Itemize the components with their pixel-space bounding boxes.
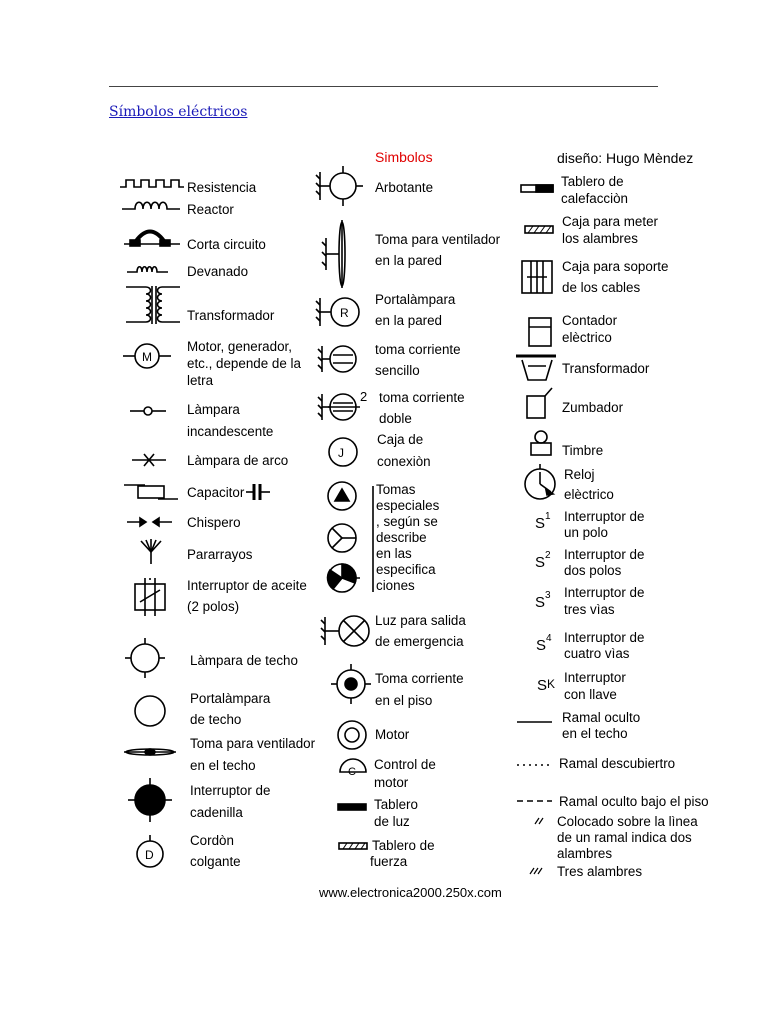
motor-symbol: [338, 721, 366, 749]
page-title-link[interactable]: Símbolos eléctricos: [109, 104, 248, 120]
label-toma-sencillo-2: sencillo: [375, 363, 420, 378]
electric-clock-symbol: [525, 464, 555, 499]
label-portalampara-1: Portalàmpara: [190, 691, 271, 706]
lightning-arrester-symbol: [141, 539, 161, 564]
emergency-light-symbol: [321, 616, 369, 646]
svg-text:S: S: [537, 677, 548, 694]
svg-text:J: J: [338, 446, 344, 460]
label-control-motor-1: Control de: [374, 757, 436, 772]
label-tablero-calefaccion-1: Tablero de: [561, 174, 624, 189]
svg-text:K: K: [547, 677, 556, 691]
label-portalampara-2: de techo: [190, 712, 242, 727]
svg-text:1: 1: [545, 511, 551, 522]
label-dos-alambres-1: Colocado sobre la lìnea: [557, 814, 698, 829]
label-tomas-especiales-6: especifica: [376, 562, 436, 577]
chain-switch-symbol: [128, 778, 172, 822]
buzzer-symbol: [527, 388, 552, 418]
designer-credit: diseño: Hugo Mèndez: [557, 150, 694, 166]
three-wires-symbol: [530, 868, 542, 874]
cable-support-box-symbol: [522, 261, 552, 293]
spark-gap-symbol: [127, 518, 172, 526]
single-outlet-symbol: [318, 346, 356, 372]
label-reloj-1: Reloj: [564, 467, 595, 482]
label-transformador-2: Transformador: [562, 361, 650, 376]
svg-text:D: D: [145, 848, 154, 862]
label-dos-polos-2: dos polos: [564, 563, 622, 578]
label-un-polo-1: Interruptor de: [564, 509, 645, 524]
diagram-header: Simbolos: [375, 149, 433, 165]
label-tomas-especiales-3: , según se: [376, 514, 438, 529]
label-tres-vias-2: tres vìas: [564, 602, 615, 617]
label-cuatro-vias-1: Interruptor de: [564, 630, 645, 645]
col1-labels: [187, 180, 316, 869]
oil-switch-symbol: [135, 578, 165, 616]
label-interruptor-aceite-2: (2 polos): [187, 599, 240, 614]
transformer-box-symbol: [516, 356, 556, 380]
label-reactor: Reactor: [187, 202, 234, 217]
label-reloj-2: elèctrico: [564, 487, 614, 502]
label-cadenilla-1: Interruptor de: [190, 783, 271, 798]
label-tablero-fuerza-1: Tablero de: [372, 838, 435, 853]
label-toma-ventilador-pared-1: Toma para ventilador: [375, 232, 501, 247]
label-cordon-1: Cordòn: [190, 833, 234, 848]
label-caja-conexion-1: Caja de: [377, 432, 424, 447]
floor-outlet-symbol: [331, 664, 371, 704]
label-tablero-fuerza-2: fuerza: [370, 854, 408, 869]
svg-text:2: 2: [545, 550, 551, 561]
label-toma-piso-1: Toma corriente: [375, 671, 464, 686]
lighting-panel-symbol: [338, 804, 366, 810]
label-caja-alambres-1: Caja para meter: [562, 214, 659, 229]
motor-generator-symbol: [123, 344, 171, 368]
label-toma-ventilador-pared-2: en la pared: [375, 253, 443, 268]
label-tomas-especiales-5: en las: [376, 546, 412, 561]
power-panel-symbol: [339, 843, 367, 849]
label-tomas-especiales-2: especiales: [376, 498, 440, 513]
ceiling-fan-outlet-symbol: [124, 749, 176, 755]
col2-labels: [370, 180, 501, 869]
label-un-polo-2: un polo: [564, 525, 608, 540]
heating-panel-symbol: [521, 185, 553, 192]
label-arbotante: Arbotante: [375, 180, 434, 195]
arc-lamp-symbol: [132, 454, 166, 466]
label-tomas-especiales-4: describe: [376, 530, 427, 545]
label-toma-piso-2: en el piso: [375, 693, 433, 708]
label-cordon-2: colgante: [190, 854, 241, 869]
label-control-motor-2: motor: [374, 775, 409, 790]
label-dos-alambres-2: de un ramal indica dos: [557, 830, 692, 845]
label-motor: Motor: [375, 727, 410, 742]
label-motor-3: letra: [187, 373, 214, 388]
svg-text:3: 3: [545, 590, 551, 601]
label-caja-soporte-2: de los cables: [562, 280, 641, 295]
label-corta-circuito: Corta circuito: [187, 237, 266, 252]
label-interruptor-aceite-1: Interruptor de aceite: [187, 578, 307, 593]
pendant-cord-symbol: [137, 835, 163, 867]
label-zumbador: Zumbador: [562, 400, 624, 415]
col3-labels: [557, 174, 709, 879]
label-toma-ventilador-1: Toma para ventilador: [190, 736, 316, 751]
label-ramal-piso: Ramal oculto bajo el piso: [559, 794, 709, 809]
switch-single-pole-symbol: [535, 511, 551, 532]
label-ramal-techo-2: en el techo: [562, 726, 628, 741]
label-con-llave-1: Interruptor: [564, 670, 626, 685]
svg-text:S: S: [535, 515, 546, 532]
svg-text:S: S: [536, 637, 547, 654]
label-luz-emergencia-1: Luz para salida: [375, 613, 466, 628]
label-tablero-calefaccion-2: calefacciòn: [561, 191, 628, 206]
ceiling-lamp-symbol: [125, 638, 165, 678]
label-cadenilla-2: cadenilla: [190, 805, 243, 820]
electric-meter-symbol: [529, 318, 551, 346]
wall-bracket-symbol: [316, 166, 363, 206]
label-tomas-especiales-7: ciones: [376, 578, 415, 593]
label-tomas-especiales-1: Tomas: [376, 482, 416, 497]
label-pararrayos: Pararrayos: [187, 547, 253, 562]
label-caja-alambres-2: los alambres: [562, 231, 638, 246]
bell-symbol: [531, 431, 551, 455]
svg-text:2: 2: [360, 389, 368, 404]
label-ramal-descubierto: Ramal descubiertro: [559, 756, 676, 771]
label-dos-alambres-3: alambres: [557, 846, 613, 861]
motor-control-symbol: [340, 759, 366, 778]
winding-symbol: [127, 267, 168, 272]
label-lampara-techo: Làmpara de techo: [190, 653, 298, 668]
label-tres-alambres: Tres alambres: [557, 864, 643, 879]
footer-url: www.electronica2000.250x.com: [319, 885, 502, 900]
wall-lampholder-symbol: [316, 298, 359, 326]
label-toma-doble-2: doble: [379, 411, 412, 426]
label-dos-polos-1: Interruptor de: [564, 547, 645, 562]
label-timbre: Timbre: [562, 443, 604, 458]
label-devanado: Devanado: [187, 264, 249, 279]
label-contador-2: elèctrico: [562, 330, 612, 345]
label-capacitor: Capacitor: [187, 485, 245, 500]
wire-box-symbol: [525, 226, 553, 233]
label-luz-emergencia-2: de emergencia: [375, 634, 464, 649]
label-lampara-2: incandescente: [187, 424, 274, 439]
label-toma-ventilador-2: en el techo: [190, 758, 256, 773]
label-chispero: Chispero: [187, 515, 241, 530]
resistor-symbol: [120, 180, 184, 187]
label-caja-conexion-2: conexiòn: [377, 454, 431, 469]
junction-box-symbol: [329, 438, 357, 466]
label-resistencia: Resistencia: [187, 180, 257, 195]
incandescent-lamp-symbol: [130, 407, 166, 415]
switch-four-way-symbol: [536, 633, 552, 654]
special-outlets-symbol: [328, 482, 373, 592]
label-toma-doble-1: toma corriente: [379, 390, 465, 405]
label-motor-1: Motor, generador,: [187, 339, 292, 354]
label-contador-1: Contador: [562, 313, 618, 328]
transformer-symbol: [126, 286, 180, 324]
double-outlet-symbol: [318, 389, 367, 420]
svg-text:R: R: [340, 306, 349, 320]
label-lampara-1: Làmpara: [187, 402, 240, 417]
label-tablero-luz-1: Tablero: [374, 797, 418, 812]
two-wires-symbol: [535, 818, 543, 824]
switch-double-pole-symbol: [535, 550, 551, 571]
label-portalampara-pared-2: en la pared: [375, 313, 443, 328]
wall-fan-outlet-symbol: [322, 220, 345, 288]
svg-text:S: S: [535, 554, 546, 571]
svg-text:S: S: [535, 594, 546, 611]
label-caja-soporte-1: Caja para soporte: [562, 259, 669, 274]
svg-text:M: M: [142, 350, 152, 364]
svg-text:4: 4: [546, 633, 552, 644]
label-tablero-luz-2: de luz: [374, 814, 410, 829]
svg-text:C: C: [348, 766, 356, 778]
label-transformador: Transformador: [187, 308, 275, 323]
ceiling-lampholder-symbol: [135, 696, 165, 726]
label-toma-sencillo-1: toma corriente: [375, 342, 461, 357]
label-motor-2: etc., depende de la: [187, 356, 301, 371]
reactor-symbol: [122, 202, 180, 209]
label-cuatro-vias-2: cuatro vìas: [564, 646, 630, 661]
label-lampara-arco: Làmpara de arco: [187, 453, 289, 468]
switch-three-way-symbol: [535, 590, 551, 611]
label-con-llave-2: con llave: [564, 687, 617, 702]
label-tres-vias-1: Interruptor de: [564, 585, 645, 600]
label-portalampara-pared-1: Portalàmpara: [375, 292, 456, 307]
key-switch-symbol: [537, 677, 555, 694]
circuit-breaker-symbol: [124, 232, 180, 247]
label-ramal-techo-1: Ramal oculto: [562, 710, 641, 725]
